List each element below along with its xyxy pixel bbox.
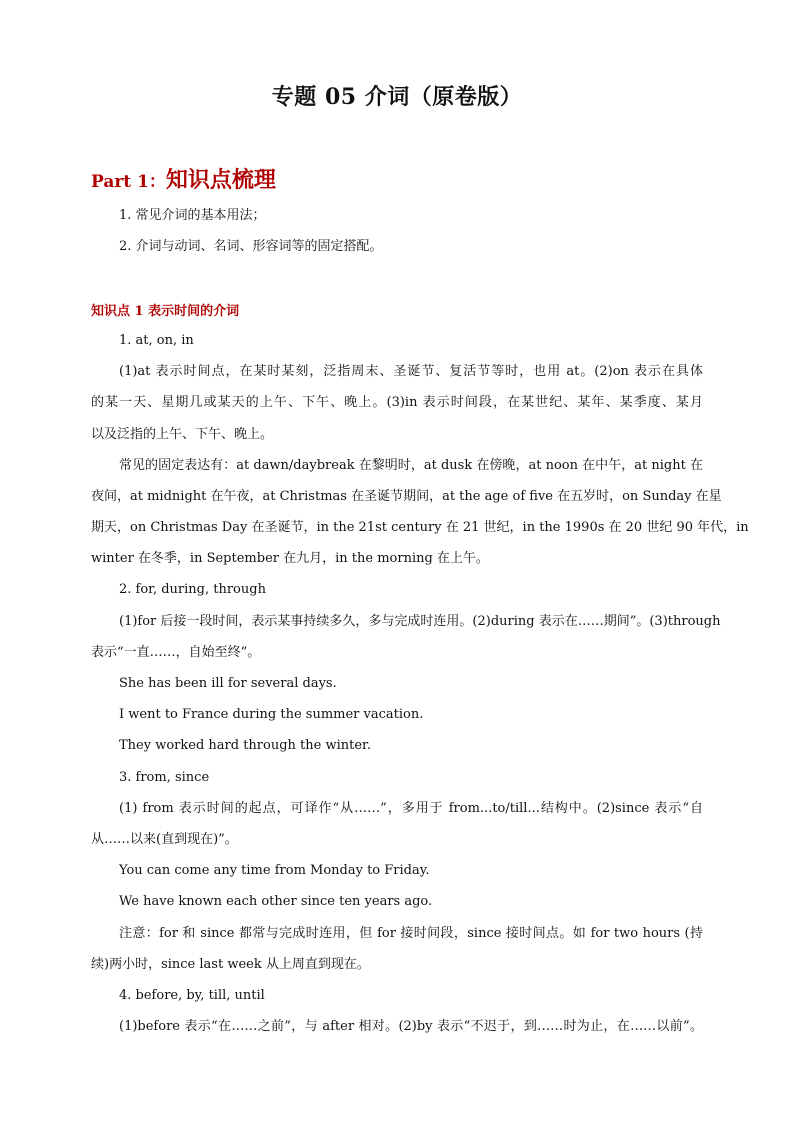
paragraph-line: (1)at 表示时间点，在某时某刻，泛指周末、圣诞节、复活节等时，也用 at。(2)on 表示在具体 xyxy=(119,364,704,379)
note-line: 注意：for 和 since 都常与完成时连用，但 for 接时间段，since 接时间点。如 for two hours (持 xyxy=(119,926,703,941)
section-heading: 2. for, during, through xyxy=(119,582,266,597)
paragraph-line: winter 在冬季，in September 在九月，in the morning 在上午。 xyxy=(91,551,489,566)
part-heading xyxy=(91,163,276,194)
section-heading: 1. at, on, in xyxy=(119,333,194,348)
paragraph-line: 夜间，at midnight 在午夜，at Christmas 在圣诞节期间，at the age of five 在五岁时，on Sunday 在星 xyxy=(91,489,722,504)
part-title: 知识点梳理 xyxy=(165,167,276,193)
knowledge-point-heading: 知识点 1 表示时间的介词 xyxy=(91,304,240,319)
example-sentence: I went to France during the summer vacation. xyxy=(119,707,424,722)
note-line: 续)两小时，since last week 从上周直到现在。 xyxy=(91,957,370,972)
paragraph-line: (1)before 表示“在……之前”，与 after 相对。(2)by 表示“不迟于，到……时为止，在……以前”。 xyxy=(119,1019,703,1034)
page-title: 专题 05 介词（原卷版） xyxy=(271,84,523,110)
paragraph-line: (1)for 后接一段时间，表示某事持续多久，多与完成时连用。(2)during 表示在……期间”。(3)through xyxy=(119,614,721,629)
paragraph-line: 的某一天、星期几或某天的上午、下午、晚上。(3)in 表示时间段，在某世纪、某年、某季度、某月 xyxy=(91,395,703,410)
example-sentence: We have known each other since ten years ago. xyxy=(119,894,433,909)
paragraph-line: 常见的固定表达有：at dawn/daybreak 在黎明时，at dusk 在傍晚，at noon 在中午，at night 在 xyxy=(119,458,703,473)
section-heading: 3. from, since xyxy=(119,770,210,785)
paragraph-line: 以及泛指的上午、下午、晚上。 xyxy=(91,427,274,442)
part-label: Part 1： xyxy=(91,172,166,192)
example-sentence: You can come any time from Monday to Friday. xyxy=(119,863,430,878)
paragraph-line: (1) from 表示时间的起点，可译作“从……”，多用于 from...to/till...结构中。(2)since 表示“自 xyxy=(119,801,703,816)
paragraph-line: 从……以来(直到现在)”。 xyxy=(91,832,238,847)
example-sentence: She has been ill for several days. xyxy=(119,676,337,691)
paragraph-line: 表示“一直……，自始至终”。 xyxy=(91,645,261,660)
example-sentence: They worked hard through the winter. xyxy=(119,738,371,753)
section-heading: 4. before, by, till, until xyxy=(119,988,265,1003)
paragraph-line: 期天，on Christmas Day 在圣诞节，in the 21st century 在 21 世纪，in the 1990s 在 20 世纪 90 年代，in xyxy=(91,520,749,535)
outline-item: 2. 介词与动词、名词、形容词等的固定搭配。 xyxy=(119,239,383,254)
outline-item: 1. 常见介词的基本用法； xyxy=(119,208,266,223)
